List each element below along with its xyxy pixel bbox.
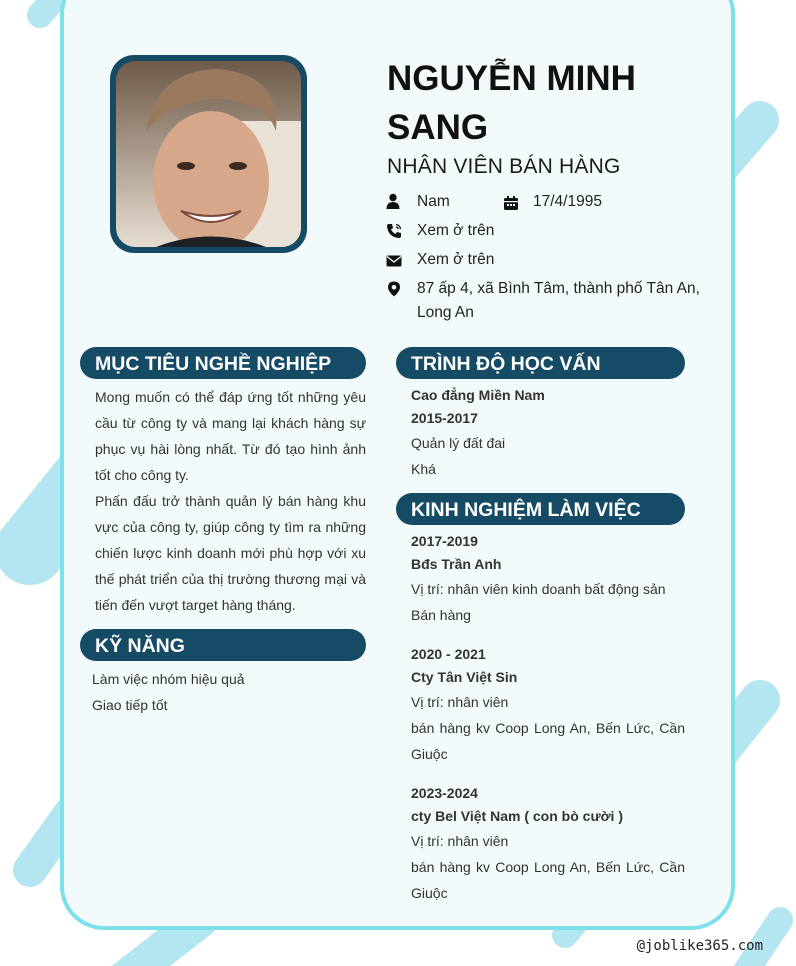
job-period: 2023-2024 (411, 785, 478, 801)
job-company: cty Bel Việt Nam ( con bò cười ) (411, 808, 623, 824)
user-icon (386, 193, 402, 209)
job-period: 2020 - 2021 (411, 646, 486, 662)
education-grade: Khá (411, 461, 436, 477)
job-company: Cty Tân Việt Sin (411, 669, 518, 685)
envelope-icon (386, 253, 402, 269)
avatar (116, 61, 301, 247)
skill-item: Làm việc nhóm hiệu quả (92, 671, 245, 687)
education-years: 2015-2017 (411, 410, 478, 426)
job-title: NHÂN VIÊN BÁN HÀNG (387, 155, 621, 178)
job-details: bán hàng kv Coop Long An, Bến Lức, Cần Giuộc (411, 859, 685, 901)
job-position: Vị trí: nhân viên (411, 833, 509, 849)
phone-value: Xem ở trên (417, 222, 495, 239)
birthdate-value: 17/4/1995 (533, 193, 602, 210)
job-details: bán hàng kv Coop Long An, Bến Lức, Cần Giuộc (411, 720, 685, 762)
objective-paragraph-1: Mong muốn có thể đáp ứng tốt những yêu cầu từ công ty và mang lại khách hàng sự phục vụ hài lòng nhất. Từ đó tạo hình ảnh tốt cho công ty. (95, 389, 366, 483)
address-value: 87 ấp 4, xã Bình Tâm, thành phố Tân An, Long An (417, 280, 700, 321)
location-pin-icon (386, 281, 402, 297)
experience-heading: KINH NGHIỆM LÀM VIỆC (396, 493, 685, 525)
candidate-name: NGUYỄN MINH SANG (387, 59, 636, 147)
job-company: Bđs Trần Anh (411, 556, 502, 572)
education-school: Cao đẳng Miền Nam (411, 387, 545, 403)
phone-icon (386, 223, 402, 239)
avatar-frame (110, 55, 307, 253)
education-major: Quản lý đất đai (411, 435, 506, 451)
job-position: Vị trí: nhân viên kinh doanh bất động sản (411, 581, 666, 597)
skills-heading: KỸ NĂNG (80, 629, 366, 661)
gender-value: Nam (417, 193, 450, 210)
objective-paragraph-2: Phấn đấu trở thành quản lý bán hàng khu vực của công ty, giúp công ty tìm ra những chiến lược kinh doanh mới phù hợp với xu thế phát triển của thị trường thương mại và tiến đến vượt target hàng tháng. (95, 493, 366, 613)
objective-heading: MỤC TIÊU NGHỀ NGHIỆP (80, 347, 366, 379)
skill-item: Giao tiếp tốt (92, 697, 168, 713)
calendar-icon (503, 195, 519, 211)
education-heading: TRÌNH ĐỘ HỌC VẤN (396, 347, 685, 379)
job-period: 2017-2019 (411, 533, 478, 549)
email-value: Xem ở trên (417, 251, 495, 268)
job-details: Bán hàng (411, 607, 471, 623)
watermark: @joblike365.com (636, 938, 763, 954)
job-position: Vị trí: nhân viên (411, 694, 509, 710)
